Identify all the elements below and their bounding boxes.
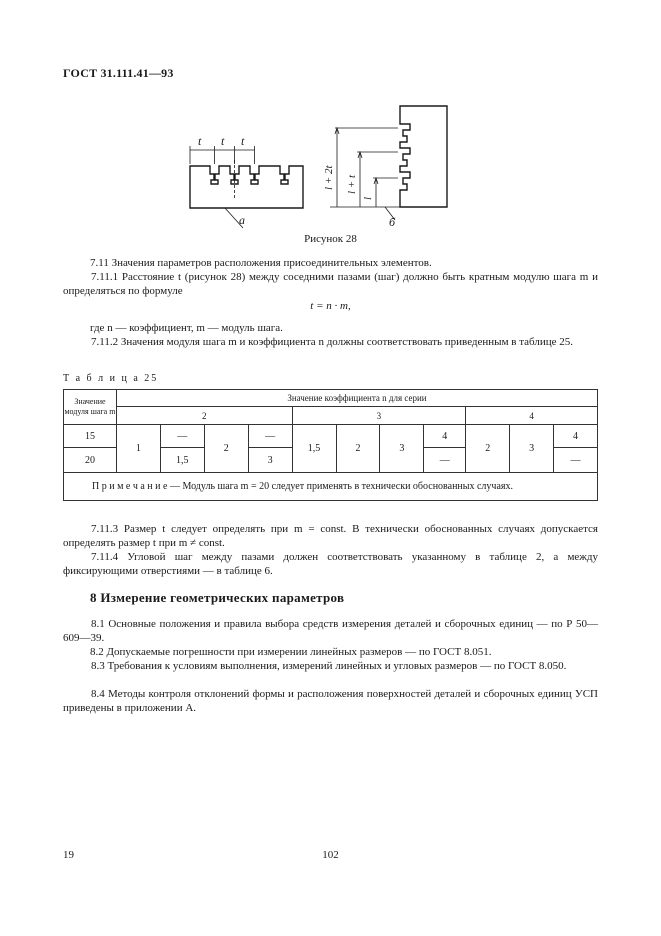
- label-b: б: [389, 215, 396, 229]
- table-cell: —: [160, 425, 204, 448]
- para-7-11: 7.11 Значения параметров расположения присоединительных элементов.: [90, 257, 432, 269]
- page-number-center: 102: [322, 849, 339, 861]
- para-8-4: 8.4 Методы контроля отклонений формы и расположения поверхностей деталей и сборочных единиц УСП приведены в приложении А.: [63, 688, 598, 714]
- dim-t-2: t: [221, 134, 225, 148]
- table-cell: 2: [204, 425, 248, 473]
- para-7-11-1: 7.11.1 Расстояние t (рисунок 28) между соседними пазами (шаг) должно быть кратным модулю шага m и определяться по формуле: [63, 271, 598, 297]
- table-note: П р и м е ч а н и е — Модуль шага m = 20 следует применять в технически обоснованных случаях.: [64, 473, 598, 501]
- table-cell: 15: [64, 425, 117, 448]
- dim-l: l: [362, 196, 374, 200]
- figure-28-drawing: [185, 100, 465, 230]
- table-title: Т а б л и ц а 25: [63, 373, 159, 384]
- table-cell: 1,5: [160, 448, 204, 473]
- dim-t-3: t: [241, 134, 245, 148]
- para-7-11-4: 7.11.4 Угловой шаг между пазами должен соответствовать указанному в таблице 2, а между фиксирующими отверстиями — в таблице 6.: [63, 551, 598, 577]
- table-head-series-2: 2: [116, 407, 292, 425]
- table-cell: 2: [336, 425, 380, 473]
- dim-l-t: l + t: [346, 174, 358, 194]
- table-cell: 3: [510, 425, 554, 473]
- table-cell: 2: [466, 425, 510, 473]
- table-cell: —: [554, 448, 598, 473]
- table-head-series-4: 4: [466, 407, 598, 425]
- table-cell: 4: [424, 425, 466, 448]
- figure-caption: Рисунок 28: [304, 233, 357, 245]
- table-25: [63, 389, 598, 501]
- table-head-module: Значение модуля шага m: [64, 390, 117, 425]
- para-7-11-2: 7.11.2 Значения модуля шага m и коэффициента n должны соответствовать приведенным в таблице 25.: [91, 336, 574, 348]
- para-8-2: 8.2 Допускаемые погрешности при измерении линейных размеров — по ГОСТ 8.051.: [90, 646, 492, 658]
- label-a: а: [239, 213, 245, 227]
- document-header: ГОСТ 31.111.41—93: [63, 66, 174, 80]
- table-head-coefficient: Значение коэффициента n для серии: [116, 390, 597, 407]
- table-cell: 3: [248, 448, 292, 473]
- para-8-1: 8.1 Основные положения и правила выбора средств измерения деталей и сборочных единиц — по Р 50—609—39.: [63, 618, 598, 644]
- table-cell: 3: [380, 425, 424, 473]
- page-number-left: 19: [63, 849, 74, 861]
- para-7-11-3: 7.11.3 Размер t следует определять при m = const. В технически обоснованных случаях допускается определять размер t при m ≠ const.: [63, 523, 598, 549]
- table-cell: —: [248, 425, 292, 448]
- table-cell: 1,5: [292, 425, 336, 473]
- para-8-3: 8.3 Требования к условиям выполнения, измерений линейных и угловых размеров — по ГОСТ 8.050.: [91, 660, 567, 672]
- table-cell: —: [424, 448, 466, 473]
- table-head-series-3: 3: [292, 407, 466, 425]
- table-cell: 1: [116, 425, 160, 473]
- section-8-title: 8 Измерение геометрических параметров: [90, 590, 345, 605]
- formula: t = n · m,: [310, 300, 351, 312]
- para-where: где n — коэффициент, m — модуль шага.: [90, 322, 283, 334]
- table-cell: 4: [554, 425, 598, 448]
- dim-t-1: t: [198, 134, 202, 148]
- table-cell: 20: [64, 448, 117, 473]
- dim-l-2t: l + 2t: [323, 165, 335, 190]
